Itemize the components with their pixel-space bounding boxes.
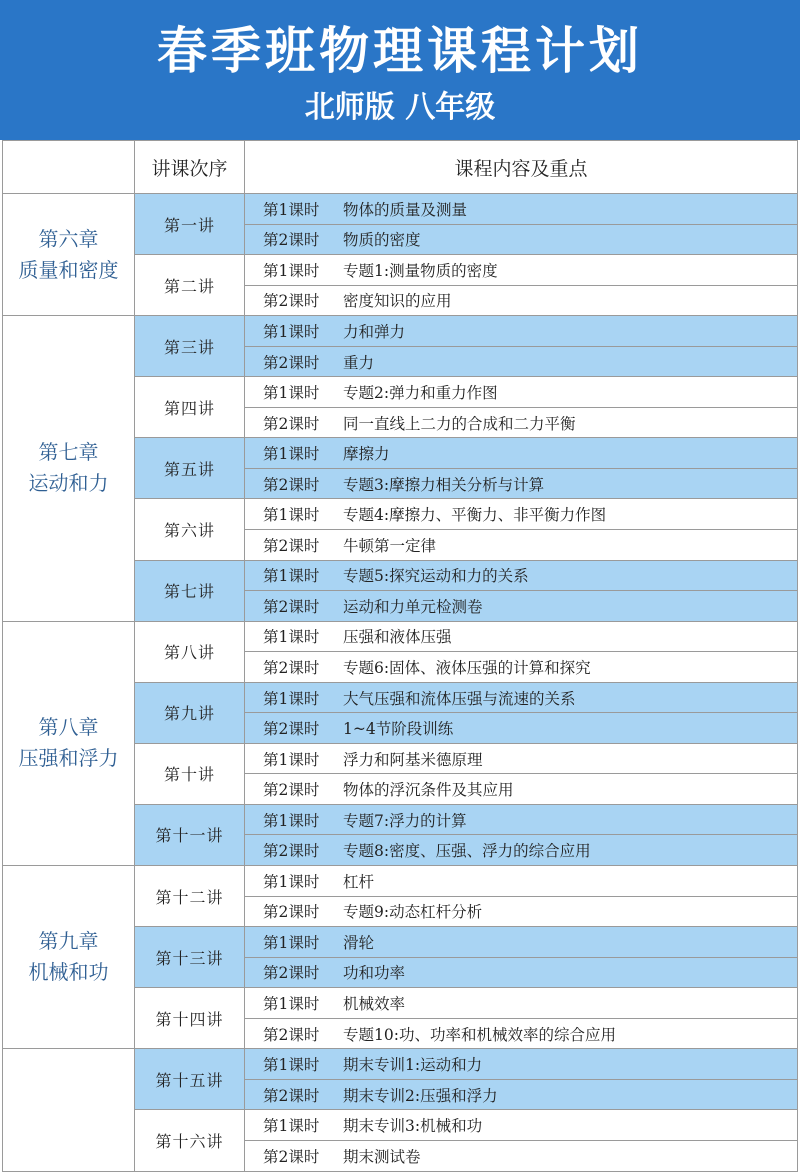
lesson-topic: 期末测试卷: [343, 1147, 421, 1166]
lesson-topic: 机械效率: [343, 994, 406, 1013]
lesson-topic: 专题5:探究运动和力的关系: [343, 567, 529, 586]
lesson-topic: 专题4:摩擦力、平衡力、非平衡力作图: [343, 506, 607, 525]
lesson-content-cell: [245, 591, 798, 622]
chapter-number: 第九章: [38, 929, 99, 954]
lesson-label: 第1课时: [263, 933, 320, 952]
lesson-content-cell: [245, 896, 798, 927]
lecture-cell: 第八讲: [135, 621, 245, 682]
lesson-topic: 同一直线上二力的合成和二力平衡: [343, 414, 576, 433]
lesson-topic: 期末专训3:机械和功: [343, 1117, 483, 1136]
lesson-topic: 大气压强和流体压强与流速的关系: [343, 689, 576, 708]
lesson-content-cell: [245, 743, 798, 774]
lesson-topic: 滑轮: [343, 933, 375, 952]
lesson-content-cell: [245, 621, 798, 652]
lesson-content-cell: [245, 224, 798, 255]
lesson-label: 第2课时: [263, 1147, 320, 1166]
lecture-cell: 第三讲: [135, 316, 245, 377]
table-header-row: [3, 141, 798, 194]
header-lecture-order: 讲课次序: [135, 141, 245, 194]
lesson-label: 第2课时: [263, 536, 320, 555]
chapter-number: 第八章: [38, 715, 99, 740]
lesson-content-cell: [245, 927, 798, 958]
lesson-label: 第2课时: [263, 781, 320, 800]
lesson-row: [3, 194, 798, 225]
lesson-label: 第1课时: [263, 628, 320, 647]
lesson-content-cell: [245, 988, 798, 1019]
lesson-label: 第1课时: [263, 994, 320, 1013]
lecture-cell: 第六讲: [135, 499, 245, 560]
lesson-topic: 牛顿第一定律: [343, 536, 437, 555]
lesson-topic: 物质的密度: [343, 231, 421, 250]
lesson-content-cell: [245, 835, 798, 866]
lesson-topic: 功和功率: [343, 964, 406, 983]
lesson-content-cell: [245, 957, 798, 988]
page-header: [0, 0, 800, 140]
lesson-content-cell: [245, 438, 798, 469]
chapter-number: 第六章: [38, 226, 99, 251]
lesson-content-cell: [245, 1079, 798, 1110]
chapter-cell: [3, 1049, 135, 1171]
course-plan-body: [3, 141, 798, 1172]
lesson-topic: 力和弹力: [343, 322, 406, 341]
chapter-title: 机械和功: [28, 960, 109, 985]
lesson-content-cell: [245, 407, 798, 438]
chapter-cell: [3, 621, 135, 865]
lesson-topic: 物体的浮沉条件及其应用: [343, 781, 514, 800]
lecture-cell: 第十四讲: [135, 988, 245, 1049]
lesson-content-cell: [245, 468, 798, 499]
lesson-label: 第1课时: [263, 1056, 320, 1075]
lesson-topic: 专题7:浮力的计算: [343, 811, 467, 830]
lesson-topic: 专题9:动态杠杆分析: [343, 903, 483, 922]
lesson-content-cell: [245, 713, 798, 744]
lesson-label: 第2课时: [263, 1086, 320, 1105]
lecture-cell: 第十讲: [135, 743, 245, 804]
lecture-cell: 第五讲: [135, 438, 245, 499]
lesson-content-cell: [245, 1018, 798, 1049]
lesson-topic: 期末专训1:运动和力: [343, 1056, 483, 1075]
chapter-title: 运动和力: [28, 471, 109, 496]
lesson-label: 第1课时: [263, 261, 320, 280]
lesson-label: 第1课时: [263, 506, 320, 525]
lesson-content-cell: [245, 560, 798, 591]
lesson-label: 第1课时: [263, 445, 320, 464]
lesson-topic: 专题3:摩擦力相关分析与计算: [343, 475, 545, 494]
lesson-row: [3, 1049, 798, 1080]
lesson-label: 第2课时: [263, 964, 320, 983]
lesson-label: 第1课时: [263, 384, 320, 403]
lesson-content-cell: [245, 774, 798, 805]
lesson-label: 第2课时: [263, 720, 320, 739]
lecture-cell: 第十二讲: [135, 866, 245, 927]
lesson-topic: 压强和液体压强: [343, 628, 452, 647]
lesson-content-cell: [245, 682, 798, 713]
lesson-topic: 密度知识的应用: [343, 292, 452, 311]
lecture-cell: 第二讲: [135, 255, 245, 316]
lesson-label: 第2课时: [263, 658, 320, 677]
lesson-topic: 专题2:弹力和重力作图: [343, 384, 498, 403]
lesson-label: 第1课时: [263, 1117, 320, 1136]
lesson-topic: 摩擦力: [343, 445, 390, 464]
lesson-label: 第2课时: [263, 903, 320, 922]
page-subtitle: 北师版 八年级: [304, 90, 496, 125]
lesson-label: 第2课时: [263, 292, 320, 311]
lesson-topic: 1~4节阶段训练: [343, 720, 454, 739]
lesson-content-cell: [245, 316, 798, 347]
lesson-content-cell: [245, 652, 798, 683]
lesson-content-cell: [245, 866, 798, 897]
lesson-label: 第2课时: [263, 414, 320, 433]
lesson-topic: 运动和力单元检测卷: [343, 597, 483, 616]
lesson-topic: 专题8:密度、压强、浮力的综合应用: [343, 842, 591, 861]
lecture-cell: 第七讲: [135, 560, 245, 621]
lesson-content-cell: [245, 804, 798, 835]
lesson-topic: 专题10:功、功率和机械效率的综合应用: [343, 1025, 616, 1044]
lesson-content-cell: [245, 1140, 798, 1171]
lesson-row: [3, 621, 798, 652]
lesson-label: 第2课时: [263, 231, 320, 250]
lesson-topic: 专题1:测量物质的密度: [343, 261, 498, 280]
chapter-title: 质量和密度: [18, 257, 119, 282]
lesson-content-cell: [245, 255, 798, 286]
lesson-label: 第2课时: [263, 1025, 320, 1044]
lecture-cell: 第四讲: [135, 377, 245, 438]
lesson-topic: 物体的质量及测量: [343, 200, 468, 219]
lesson-content-cell: [245, 285, 798, 316]
lesson-label: 第1课时: [263, 689, 320, 708]
lesson-label: 第2课时: [263, 597, 320, 616]
lesson-content-cell: [245, 1049, 798, 1080]
lesson-row: [3, 866, 798, 897]
lesson-label: 第2课时: [263, 475, 320, 494]
lesson-label: 第1课时: [263, 567, 320, 586]
lesson-topic: 杠杆: [343, 872, 375, 891]
chapter-cell: [3, 866, 135, 1049]
lesson-topic: 专题6:固体、液体压强的计算和探究: [343, 658, 591, 677]
chapter-number: 第七章: [38, 440, 99, 465]
lecture-cell: 第十一讲: [135, 804, 245, 865]
lecture-cell: 第九讲: [135, 682, 245, 743]
lesson-label: 第1课时: [263, 322, 320, 341]
lecture-cell: 第十六讲: [135, 1110, 245, 1171]
lesson-content-cell: [245, 194, 798, 225]
lesson-label: 第1课时: [263, 872, 320, 891]
lesson-content-cell: [245, 377, 798, 408]
lesson-topic: 浮力和阿基米德原理: [343, 750, 483, 769]
lesson-label: 第2课时: [263, 353, 320, 372]
lesson-label: 第1课时: [263, 200, 320, 219]
chapter-cell: [3, 316, 135, 621]
lesson-content-cell: [245, 1110, 798, 1141]
header-course-content: 课程内容及重点: [245, 141, 798, 194]
lesson-content-cell: [245, 346, 798, 377]
lesson-content-cell: [245, 530, 798, 561]
chapter-cell: [3, 194, 135, 316]
header-chapter: [3, 141, 135, 194]
lecture-cell: 第十三讲: [135, 927, 245, 988]
lecture-cell: 第一讲: [135, 194, 245, 255]
course-plan-table: [2, 140, 798, 1172]
chapter-title: 压强和浮力: [18, 746, 119, 771]
lesson-topic: 期末专训2:压强和浮力: [343, 1086, 498, 1105]
lesson-content-cell: [245, 499, 798, 530]
lesson-label: 第1课时: [263, 811, 320, 830]
lecture-cell: 第十五讲: [135, 1049, 245, 1110]
lesson-row: [3, 316, 798, 347]
lesson-label: 第2课时: [263, 842, 320, 861]
lesson-topic: 重力: [343, 353, 375, 372]
lesson-label: 第1课时: [263, 750, 320, 769]
page-title: 春季班物理课程计划: [157, 22, 643, 80]
